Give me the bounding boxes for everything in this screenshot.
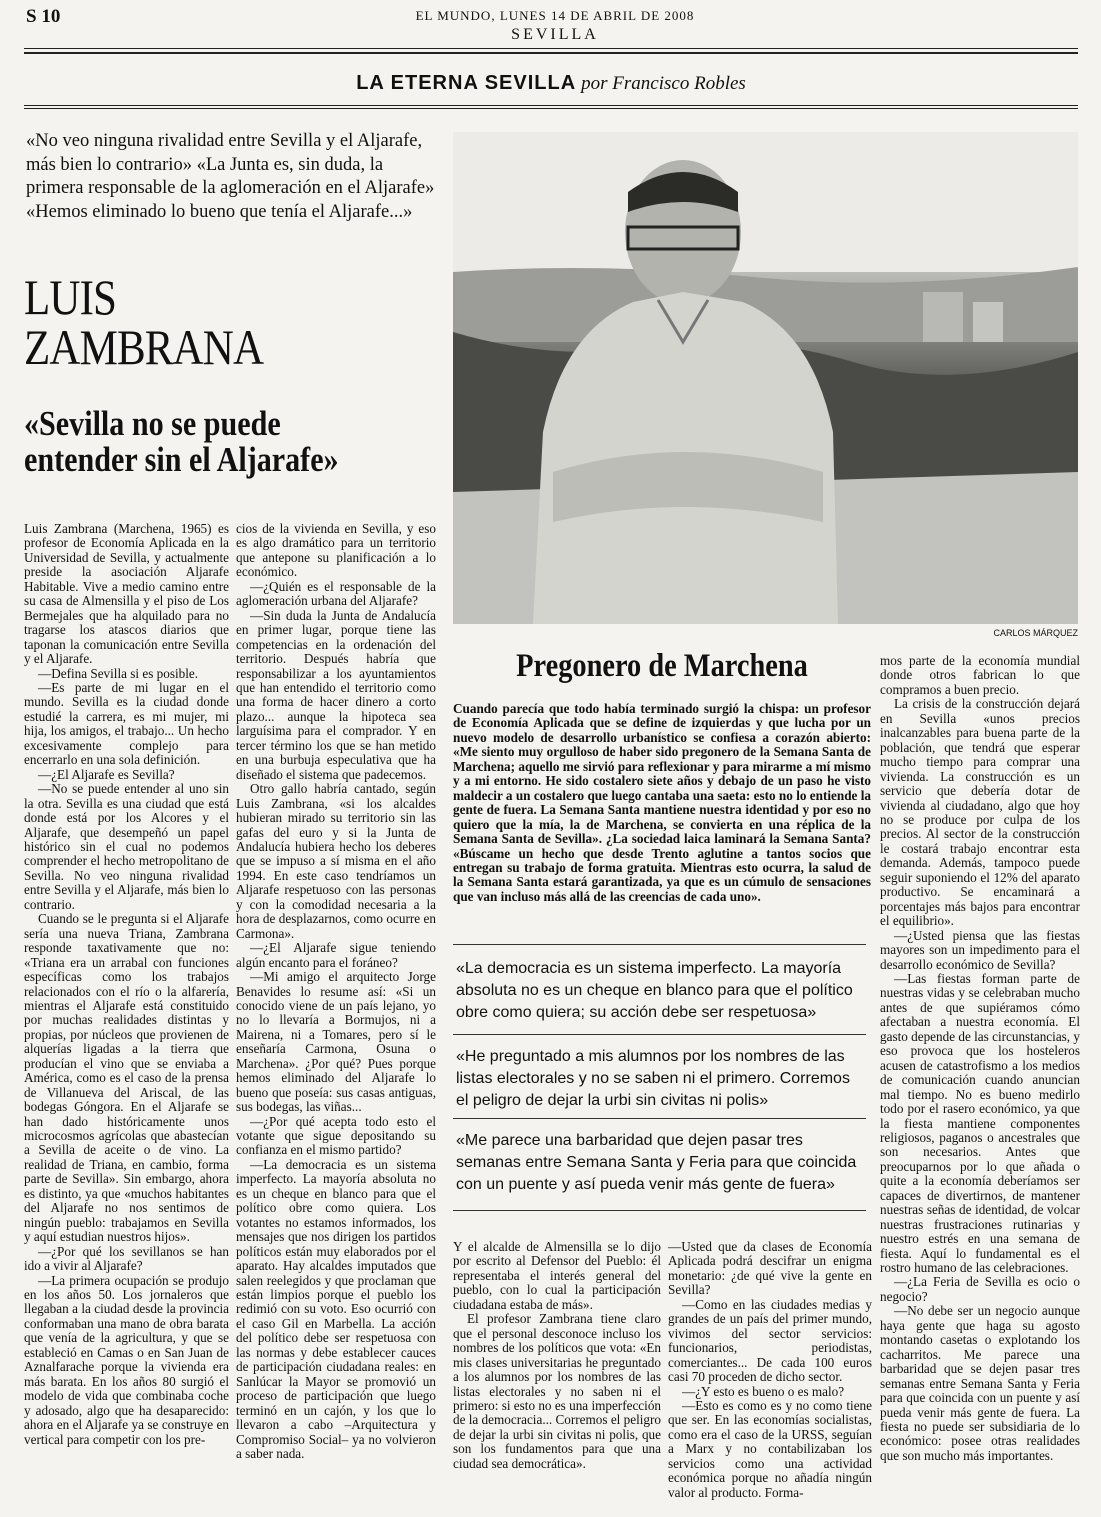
- paragraph: —La primera ocupación se produjo en los años 50. Los jornaleros que llegaban a la ciudad desde la provincia conformaban una mano de obra barata que venía de la agricultura, y que se estableció en Camas o en San Juan de Aznalfarache porque la vivienda era más barata. En los años 80 surgió el modelo de vida que combinaba coche y adosado, algo que ha desaparecido: ahora en el Aljarafe ya se construye en vertical para competir con los pre-: [24, 1272, 229, 1447]
- paragraph: —¿Por qué acepta todo esto el votante que sigue depositando su confianza en el mismo partido?: [236, 1113, 436, 1158]
- paragraph: —Sin duda la Junta de Andalucía en primer lugar, porque tiene las competencias en la ordenación del territorio. Después habría que responsabilizar a los ayuntamientos que han entendido el territorio como una forma de hacer dinero a corto plazo... aunque la hipoteca sea larguísima para el comprador. Y en tercer término los que se han metido en una burbuja especulativa que ha diseñado el sistema que padecemos.: [236, 607, 436, 782]
- article-column-1: [24, 522, 229, 1447]
- quote-rule: [453, 1034, 866, 1035]
- interviewee-name: [24, 269, 385, 375]
- paragraph: —¿La Feria de Sevilla es ocio o negocio?: [880, 1274, 1080, 1304]
- paragraph: —Mi amigo el arquitecto Jorge Benavides lo resume así: «Si un conocido viene de un país lejano, yo no lo llevaría a Bormujos, ni a Mairena, ni a Tomares, pero sí le enseñaría Carmona, Osuna o Marchena». ¿Por qué? Pues porque hemos eliminado del Aljarafe lo bueno que poseía: sus casas antiguas, sus bodegas, las viñas...: [236, 969, 436, 1115]
- photo-credit: CARLOS MÁRQUEZ: [993, 628, 1078, 638]
- paragraph: Cuando se le pregunta si el Aljarafe sería una nueva Triana, Zambrana responde taxativamente que no: «Triana era un arrabal con funciones específicas como los trabajos relacionados con el río o la alfarería, mientras el Aljarafe está constituido por muchas realidades distintas y propias, por núcleos que provienen de alquerías ligadas a la tierra que producían el vino que se enviaba a América, como es el caso de la prensa de Villanueva del Ariscal, de las bodegas Góngora. En el Aljarafe se han dado históricamente unos microcosmos agrícolas que abastecían a Sevilla de aceite o de vino. La realidad de Triana, en cambio, forma parte de Sevilla». Sin embargo, ahora es distinto, ya que «muchos habitantes del Aljarafe no nos sentimos de ningún pueblo: trabajamos en Sevilla y aquí estudian nuestros hijos».: [24, 911, 229, 1245]
- article-column-3: [453, 1240, 661, 1471]
- quote-rule: [453, 1210, 866, 1211]
- quote-rule: [453, 944, 866, 945]
- paragraph: —No se puede entender al uno sin la otra. Sevilla es una ciudad que está donde está por los Alcores y el Aljarafe, que desempeñó un papel histórico sin el cual no podemos comprender el hecho metropolitano de Sevilla. No veo ninguna rivalidad entre Sevilla y el Aljarafe, más bien lo contrario.: [24, 781, 229, 912]
- paragraph: —¿El Aljarafe es Sevilla?: [38, 766, 175, 782]
- paragraph: —Es parte de mi lugar en el mundo. Sevilla es la ciudad donde estudié la carrera, es mi mujer, mi hija, los amigos, el trabajo... Un hecho excesivamente complejo para encerrarlo en una sola definición.: [24, 679, 229, 768]
- paragraph: cios de la vivienda en Sevilla, y eso es algo dramático para un territorio que antepone su planificación a lo económico.: [236, 521, 436, 580]
- paragraph: —Esto es como es y no como tiene que ser. En las economías socialistas, como era el caso de la URSS, seguían a Marx y no contabilizaban los servicios como una actividad económica porque no añadía ningún valor al producto. Forma-: [668, 1397, 872, 1500]
- portrait-photo: [453, 132, 1078, 624]
- paragraph: Otro gallo habría cantado, según Luis Zambrana, «si los alcaldes hubieran mirado su territorio sin las gafas del euro y si la Junta de Andalucía hubiera hecho los deberes que se impuso a sí misma en el año 1994. En este caso tendríamos un Aljarafe respetuoso con las personas y con la comodidad necesaria a la hora de desplazarnos, como ocurre en Carmona».: [236, 781, 436, 941]
- byline: por Francisco Robles: [581, 73, 746, 94]
- band-rule: [24, 105, 1078, 106]
- headline-line-2: entender sin el Aljarafe»: [24, 440, 339, 479]
- paragraph: El profesor Zambrana tiene claro que el personal desconoce incluso los nombres de los políticos que vota: «En mis clases universitarias he preguntado a los alumnos por los nombres de las listas electorales y no saben ni el primero: si esto no es una imperfección de la democracia... Corremos el peligro de dejar la urbi sin civitas ni polis, que son los fundamentos para que una ciudad sea democrática».: [453, 1311, 662, 1471]
- sidebar-text: Cuando parecía que todo había terminado surgió la chispa: un profesor de Economía Aplicada que se define de izquierdas y que lucha por un nuevo modelo de desarrollo urbanístico se confiesa a corazón abierto: «Me siento muy orgulloso de haber sido pregonero de la Semana Santa de Marchena; aquello me sirvió para reflexionar y para mirarme a mí mismo y a mi entorno. He sido costalero siete años y debajo de un paso he visto maldecir a un costalero que luego cantaba una saeta: esto no lo entiende la gente de fuera. La Semana Santa mantiene nuestra identidad y por eso no quiero que la mía, la de Marchena, se convierta en una réplica de la Semana Santa de Sevilla». ¿La sociedad laica laminará la Semana Santa? «Búscame un hecho que desde Trento aglutine a tantos socios que entregan su trabajo de forma gratuita. Mientras esto ocurra, la salud de la Semana Santa estará garantizada, ya que es un cúmulo de sensaciones que van incluso más allá de las creencias de cada uno».: [453, 701, 871, 904]
- paragraph: —Las fiestas forman parte de nuestras vidas y se celebraban mucho antes de que supiéramos cómo afectaban a nuestra economía. El gasto depende de las circunstancias, y eso provoca que los hosteleros acusen de catastrofismo a los medios de comunicación cuando anuncian mal tiempo. No es bueno medirlo todo por el rasero económico, ya que la fiesta mantiene componentes religiosos, paganos o ancestrales que son necesarios. Antes que preocuparnos por lo que añada o quite a la economía deberíamos ser capaces de divertirnos, de mantener nuestras señas de identidad, de volcar nuestras frustraciones rutinarias y nuestro estrés en una semana de fiesta. Aquí lo fundamental es el rostro humano de las celebraciones.: [880, 970, 1080, 1276]
- highlight-quote-1: «La democracia es un sistema imperfecto. La mayoría absoluta no es un cheque en blanco para que el político obre como quiera; su acción debe ser respetuosa»: [456, 960, 853, 1021]
- quote-rule: [453, 1118, 866, 1119]
- intro-pullquote: «No veo ninguna rivalidad entre Sevilla y el Aljarafe, más bien lo contrario» «La Junta es, sin duda, la primera responsable de la aglomeración en el Aljarafe» «Hemos eliminado lo bueno que tenía el Aljarafe...»: [26, 131, 435, 222]
- page-number: S 10: [26, 6, 61, 27]
- paragraph: —La democracia es un sistema imperfecto. La mayoría absoluta no es un cheque en blanco para que el político obre como quiera. Los votantes no estamos informados, los mensajes que nos dirigen los partidos políticos están muy elaborados por el aparato. Hay alcaldes imputados que salen reelegidos y que proclaman que están limpios porque el pueblo los redimió con su voto. Eso ocurrió con el caso Gil en Marbella. La acción del político debe ser respetuosa con las normas y debe establecer cauces de participación ciudadana reales: en Sanlúcar la Mayor se promovió un proceso de participación que luego terminó en un cajón, y los que lo llevaron a cabo –Arquitectura y Compromiso Social– ya no volvieron a saber nada.: [236, 1156, 436, 1461]
- paragraph: La crisis de la construcción dejará en Sevilla «unos precios inalcanzables para buena parte de la población, que tendrá que esperar mucho tiempo para comprar una vivienda. La construcción es un servicio que debería dotar de vivienda al ciudadano, algo que hoy no se produce por culpa de los precios. Al sector de la construcción le costará trabajo encontrar esta demanda. Además, tampoco puede seguir suponiendo el 12% del aparato productivo. Se encaminará a porcentajes más bajos para encontrar el equilibrio».: [880, 696, 1080, 929]
- series-title: LA ETERNA SEVILLA: [356, 72, 577, 94]
- name-line-1: LUIS: [24, 269, 117, 325]
- paragraph: —¿Y esto es bueno o es malo?: [682, 1383, 845, 1399]
- highlight-quote-3: «Me parece una barbaridad que dejen pasar tres semanas entre Semana Santa y Feria para que coincida con un puente y así pueda venir más gente de fuera»: [456, 1132, 857, 1193]
- headline-line-1: «Sevilla no se puede: [24, 404, 281, 443]
- sidebar-title: Pregonero de Marchena: [516, 648, 808, 684]
- paragraph: mos parte de la economía mundial donde otros fabrican lo que compramos a buen precio.: [880, 653, 1080, 697]
- paragraph: —Como en las ciudades medias y grandes de un país del primer mundo, vivimos del sector servicios: funcionarios, periodistas, comerciantes... De cada 100 euros casi 70 proceden de dicho sector.: [668, 1296, 872, 1385]
- paragraph: —¿El Aljarafe sigue teniendo algún encanto para el foráneo?: [236, 940, 436, 970]
- article-column-5: [880, 654, 1080, 1463]
- paragraph: —Defina Sevilla si es posible.: [38, 665, 199, 681]
- header-rule: [24, 48, 1078, 49]
- paragraph: —Usted que da clases de Economía Aplicada podrá descifrar un enigma monetario: ¿de qué vive la gente en Sevilla?: [668, 1239, 872, 1298]
- article-column-4: [668, 1240, 872, 1500]
- band-rule-2: [24, 108, 1078, 109]
- name-line-2: ZAMBRANA: [24, 319, 264, 375]
- article-column-2: [236, 522, 436, 1461]
- paragraph: —¿Por qué los sevillanos se han ido a vivir al Aljarafe?: [24, 1243, 229, 1274]
- paragraph: —No debe ser un negocio aunque haya gente que haga su agosto montando casetas o explotando los cacharritos. Me parece una barbaridad que se dejen pasar tres semanas entre Semana Santa y Feria para que coincida con un puente y así pueda venir más gente de fuera. La fiesta no puede ser subsidiaria de lo económico: posee otras realidades que son mucho más importantes.: [880, 1303, 1080, 1463]
- paragraph: —¿Usted piensa que las fiestas mayores son un impedimento para el desarrollo económico de Sevilla?: [880, 927, 1080, 972]
- section-name: SEVILLA: [511, 26, 599, 43]
- paragraph: Y el alcalde de Almensilla se lo dijo por escrito al Defensor del Pueblo: él representaba el interés general del pueblo, con lo cual la participación ciudadana estaba de más».: [453, 1239, 661, 1312]
- highlight-quote-2: «He preguntado a mis alumnos por los nombres de las listas electorales y no se saben ni el primero. Corremos el peligro de dejar la urbi sin civitas ni polis»: [456, 1048, 850, 1109]
- publication-date: EL MUNDO, LUNES 14 DE ABRIL DE 2008: [415, 8, 695, 23]
- header-rule-thick: [24, 52, 1078, 54]
- paragraph: —¿Quién es el responsable de la aglomeración urbana del Aljarafe?: [236, 578, 436, 609]
- main-headline: [24, 406, 420, 478]
- series-band: [24, 72, 1078, 95]
- paragraph: Luis Zambrana (Marchena, 1965) es profesor de Economía Aplicada en la Universidad de Sevilla, y actualmente preside la asociación Aljarafe Habitable. Vive a medio camino entre su casa de Almensilla y el piso de Los Bermejales que ha alquilado para no tragarse los atascos diarios que taponan la comunicación entre Sevilla y el Aljarafe.: [24, 521, 229, 667]
